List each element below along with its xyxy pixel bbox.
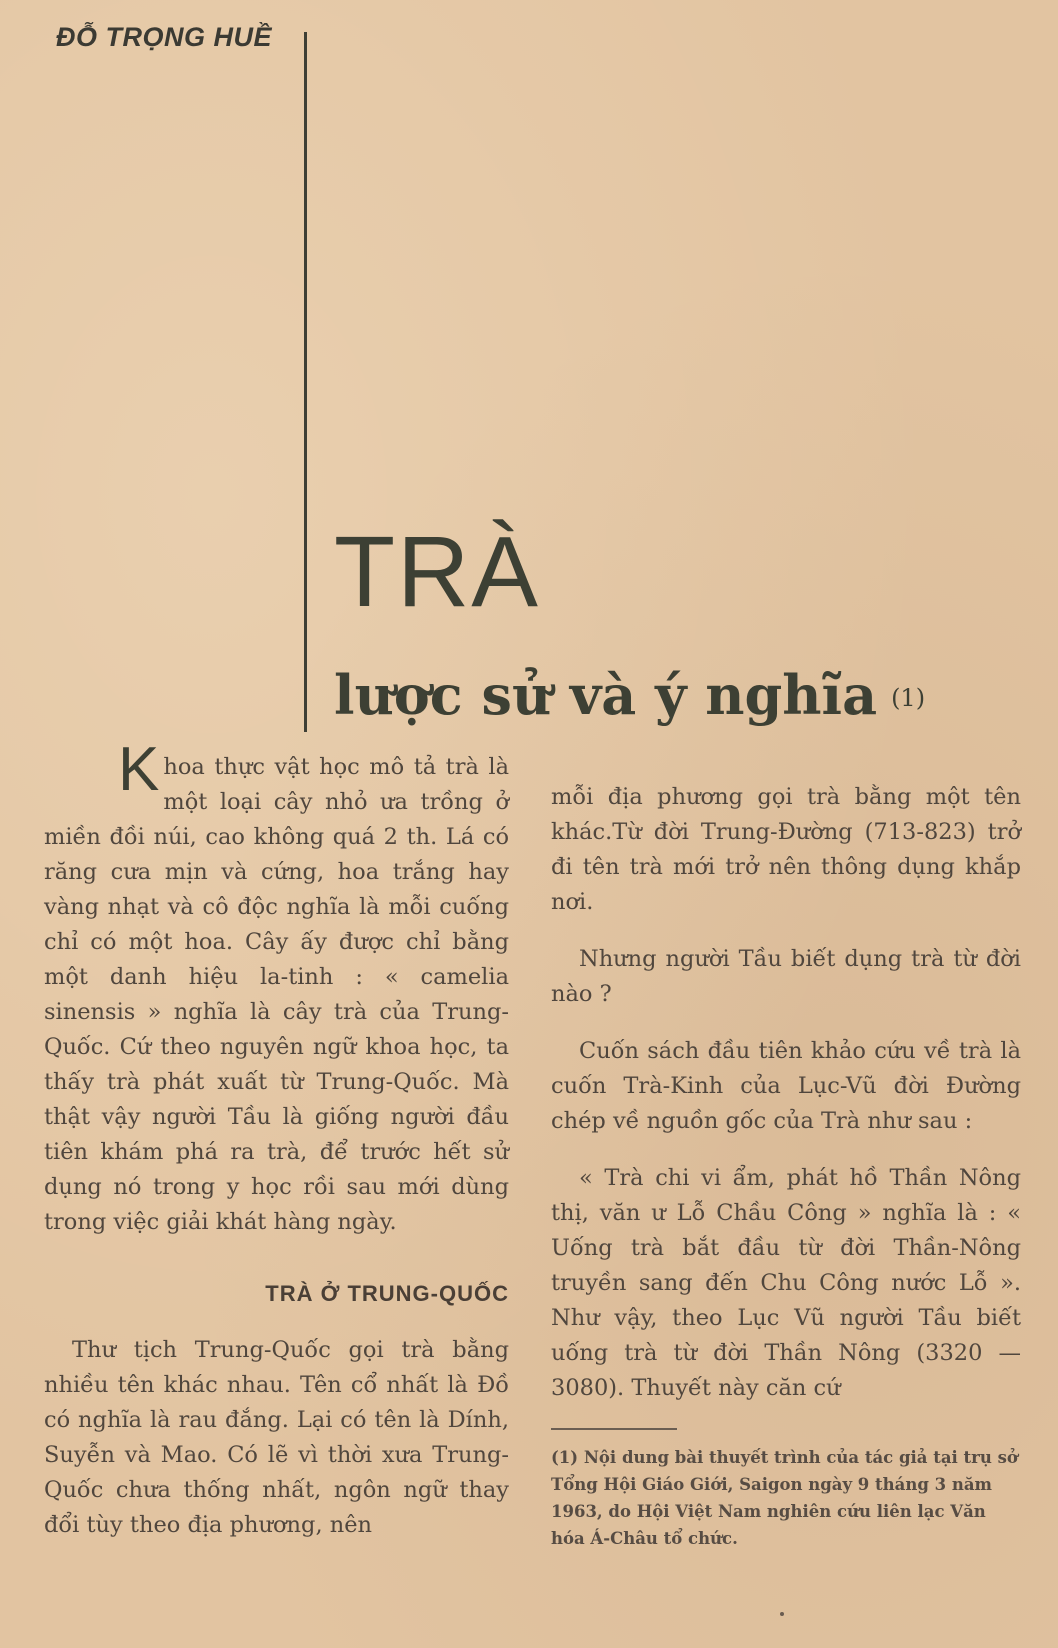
right-paragraph-4: « Trà chi vi ẩm, phát hồ Thần Nông thị, văn ư Lỗ Chầu Công » nghĩa là : « Uống trà bắt đầu từ đời Thần-Nông truyền sang đến Chu Công nước Lỗ ». Như vậy, theo Lục Vũ người Tầu biết uống trà từ đời Thần Nông (3320 — 3080). Thuyết này căn cứ xyxy=(551,1165,1021,1401)
right-paragraph-2: Nhưng người Tầu biết dụng trà từ đời nào ? xyxy=(551,946,1021,1007)
author-name: ĐỖ TRỌNG HUỀ xyxy=(56,22,273,52)
vertical-rule xyxy=(304,32,307,732)
right-column xyxy=(551,780,1021,1552)
footnote: (1) Nội dung bài thuyết trình của tác giả tại trụ sở Tổng Hội Giáo Giới, Saigon ngày 9 tháng 3 năm 1963, do Hội Việt Nam nghiên cứu liên lạc Văn hóa Á-Châu tổ chức. xyxy=(551,1448,1018,1548)
article-subtitle xyxy=(334,663,926,727)
section-heading: TRÀ Ở TRUNG-QUỐC xyxy=(265,1281,509,1306)
drop-cap: K xyxy=(118,735,160,804)
subtitle-text: lược sử và ý nghĩa xyxy=(334,663,878,727)
page-speck xyxy=(780,1612,784,1616)
left-column xyxy=(44,735,509,1543)
right-paragraph-1: mỗi địa phương gọi trà bằng một tên khác.Từ đời Trung-Đường (713-823) trở đi tên trà mới trở nên thông dụng khắp nơi. xyxy=(551,784,1021,915)
intro-paragraph-text: hoa thực vật học mô tả trà là một loại cây nhỏ ưa trồng ở miền đồi núi, cao không quá 2 th. Lá có răng cưa mịn và cứng, hoa trắng hay vàng nhạt và cô độc nghĩa là mỗi cuống chỉ có một hoa. Cây ấy được chỉ bằng một danh hiệu la-tinh : « camelia sinensis » nghĩa là cây trà của Trung-Quốc. Cứ theo nguyên ngữ khoa học, ta thấy trà phát xuất từ Trung-Quốc. Mà thật vậy người Tầu là giống người đầu tiên khám phá ra trà, để trước hết sử dụng nó trong y học rồi sau mới dùng trong việc giải khát hàng ngày. xyxy=(44,754,509,1235)
right-paragraph-3: Cuốn sách đầu tiên khảo cứu về trà là cuốn Trà-Kinh của Lục-Vũ đời Đường chép về nguồn gốc của Trà như sau : xyxy=(551,1038,1021,1134)
section-paragraph: Thư tịch Trung-Quốc gọi trà bằng nhiều tên khác nhau. Tên cổ nhất là Đồ có nghĩa là rau đắng. Lại có tên là Dính, Suyễn và Mao. Có lẽ vì thời xưa Trung-Quốc chưa thống nhất, ngôn ngữ thay đổi tùy theo địa phương, nên xyxy=(44,1337,509,1538)
footnote-marker: (1) xyxy=(891,684,926,712)
footnote-rule xyxy=(551,1428,677,1430)
intro-paragraph xyxy=(44,735,509,1240)
article-title: TRÀ xyxy=(334,516,540,628)
